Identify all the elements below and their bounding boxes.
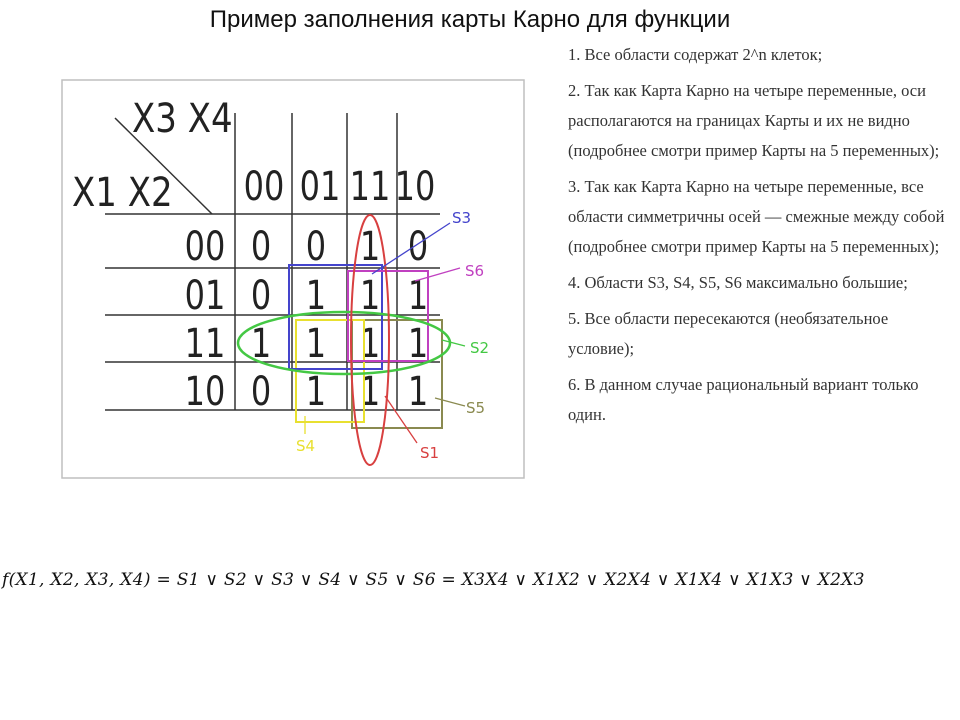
row-header: 10 <box>184 367 226 415</box>
karnaugh-map <box>60 78 530 488</box>
map-cell: 1 <box>359 367 381 415</box>
map-cell: 1 <box>305 367 327 415</box>
map-cell: 1 <box>359 222 381 270</box>
area-s2-leader <box>442 340 465 346</box>
area-s6-label: S6 <box>465 262 485 280</box>
row-variable-label: X1 X2 <box>72 169 173 216</box>
col-header: 10 <box>394 162 436 210</box>
note-item: 2. Так как Карта Карно на четыре переменные, оси располагаются на границах Карты и их не видно (подробнее смотри пример Карты на 5 переменных); <box>568 81 940 160</box>
map-cell: 1 <box>305 319 327 367</box>
col-header: 00 <box>243 162 285 210</box>
note-item: 6. В данном случае рациональный вариант только один. <box>568 375 919 424</box>
note-item: 5. Все области пересекаются (необязательное условие); <box>568 309 889 358</box>
map-cell: 0 <box>305 222 327 270</box>
map-cell: 1 <box>359 271 381 319</box>
map-cell: 1 <box>407 271 429 319</box>
area-s5-label: S5 <box>466 399 486 417</box>
area-s5-leader <box>435 398 465 406</box>
note-item: 3. Так как Карта Карно на четыре переменные, все области симметричны осей — смежные между собой (подробнее смотри пример Карты на 5 переменных); <box>568 177 945 256</box>
col-header: 01 <box>299 162 341 210</box>
col-variable-label: X3 X4 <box>132 95 233 142</box>
map-cell: 1 <box>305 271 327 319</box>
area-s4-label: S4 <box>296 437 316 455</box>
map-cell: 0 <box>407 222 429 270</box>
map-cell: 1 <box>407 367 429 415</box>
map-cell: 1 <box>407 319 429 367</box>
map-cell: 1 <box>250 319 272 367</box>
area-s2-label: S2 <box>470 339 490 357</box>
row-header: 00 <box>184 222 226 270</box>
col-header: 11 <box>349 162 391 210</box>
notes-list <box>568 40 948 436</box>
note-item: 1. Все области содержат 2^n клеток; <box>568 45 823 64</box>
map-cell: 0 <box>250 367 272 415</box>
row-header: 01 <box>184 271 226 319</box>
function-formula: f(X1, X2, X3, X4) = S1 ∨ S2 ∨ S3 ∨ S4 ∨ S5 ∨ S6 = X3X4 ∨ X1X2 ∨ X2X4 ∨ X1X4 ∨ X1X3 ∨ X2X3 <box>2 570 865 590</box>
area-s1-label: S1 <box>420 444 440 462</box>
row-header: 11 <box>184 319 226 367</box>
page-title: Пример заполнения карты Карно для функции <box>209 6 731 33</box>
note-item: 4. Области S3, S4, S5, S6 максимально большие; <box>568 273 908 292</box>
map-cell: 0 <box>250 222 272 270</box>
map-cell: 0 <box>250 271 272 319</box>
map-cell: 1 <box>359 319 381 367</box>
area-s3-label: S3 <box>452 209 472 227</box>
